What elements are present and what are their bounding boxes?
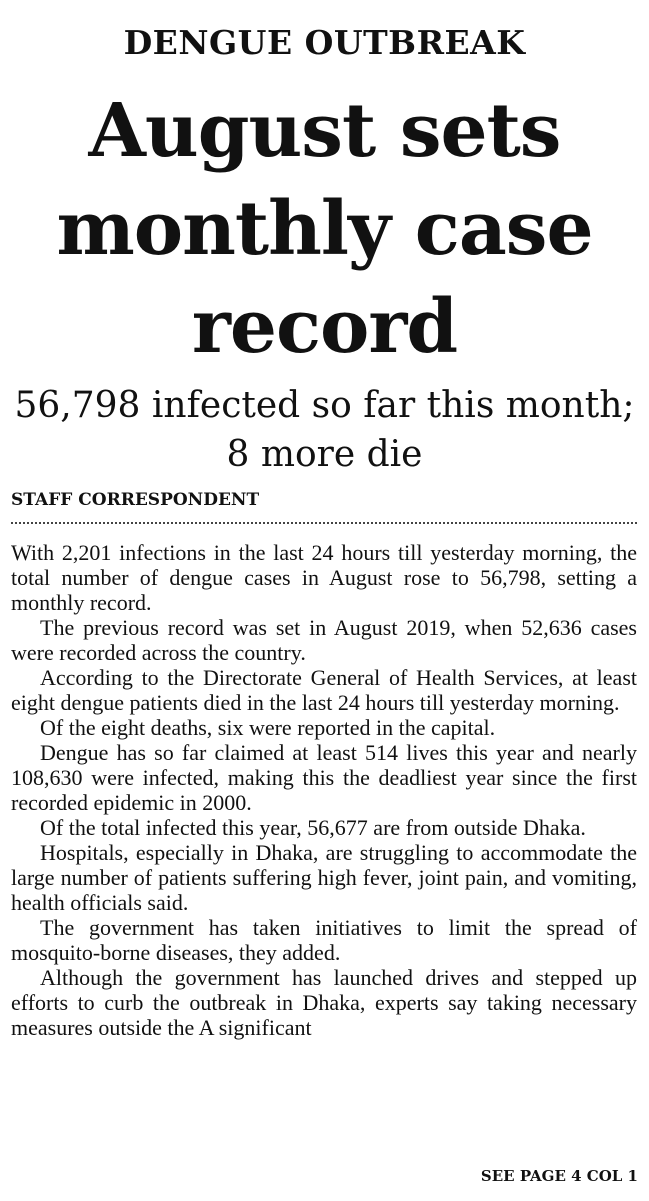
paragraph: Hospitals, especially in Dhaka, are struggling to accommodate the large number of patients suffering high fever, joint pain, and vomiting, health officials said. xyxy=(11,840,637,915)
paragraph: The government has taken initiatives to limit the spread of mosquito-borne diseases, they added. xyxy=(11,915,637,965)
kicker-label: DENGUE OUTBREAK xyxy=(123,23,526,62)
paragraph: Of the eight deaths, six were reported in the capital. xyxy=(40,715,496,740)
paragraph: According to the Directorate General of Health Services, at least eight dengue patients died in the last 24 hours till yesterday morning. xyxy=(11,665,637,715)
paragraph: With 2,201 infections in the last 24 hours till yesterday morning, the total number of dengue cases in August rose to 56,798, setting a monthly record. xyxy=(11,540,637,615)
paragraph: Although the government has launched drives and stepped up efforts to curb the outbreak in Dhaka, experts say taking necessary measures outside the A significant xyxy=(11,965,637,1040)
paragraph: Dengue has so far claimed at least 514 lives this year and nearly 108,630 were infected, making this the deadliest year since the first recorded epidemic in 2000. xyxy=(11,740,637,815)
paragraph: Of the total infected this year, 56,677 are from outside Dhaka. xyxy=(40,815,586,840)
headline: August sets monthly case record xyxy=(56,88,593,370)
article-body xyxy=(11,540,637,1040)
continuation-note: SEE PAGE 4 COL 1 xyxy=(480,1167,638,1185)
subheadline: 56,798 infected so far this month; 8 more die xyxy=(14,385,635,475)
dotted-divider xyxy=(11,522,637,524)
byline: STAFF CORRESPONDENT xyxy=(11,490,260,510)
paragraph: The previous record was set in August 2019, when 52,636 cases were recorded across the country. xyxy=(11,615,637,665)
